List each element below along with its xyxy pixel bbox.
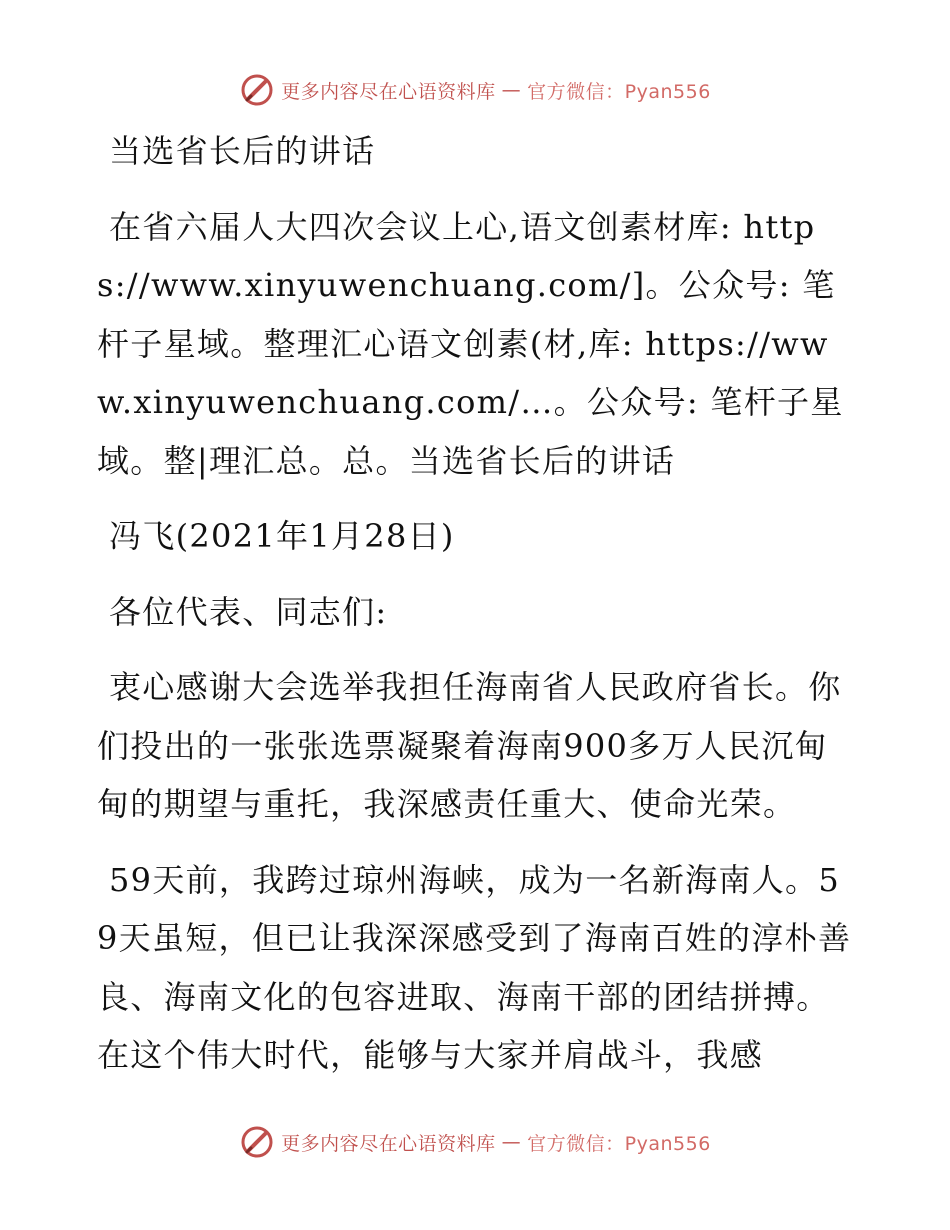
- salutation: 各位代表、同志们:: [109, 592, 388, 631]
- body-paragraph-1: 衷心感谢大会选举我担任海南省人民政府省长。你们投出的一张张选票凝聚着海南900多万人民沉甸甸的期望与重托，我深感责任重大、使命光荣。: [97, 668, 842, 823]
- pen-logo-icon: [239, 1124, 275, 1160]
- banner-separator: —: [501, 79, 522, 101]
- banner-contact-text: 官方微信：Pyan556: [527, 80, 711, 103]
- banner-main-text: 更多内容尽在心语资料库: [281, 80, 496, 103]
- document-title: 当选省长后的讲话: [109, 132, 376, 170]
- footer-separator: —: [501, 1131, 522, 1153]
- byline: 冯飞(2021年1月28日): [109, 517, 455, 555]
- pen-logo-icon: [239, 72, 275, 108]
- header-banner: [0, 72, 950, 108]
- footer-banner: [0, 1124, 950, 1160]
- footer-main-text: 更多内容尽在心语资料库: [281, 1132, 496, 1155]
- body-paragraph-2: 59天前，我跨过琼州海峡，成为一名新海南人。59天虽短，但已让我深深感受到了海南百姓的淳朴善良、海南文化的包容进取、海南干部的团结拼搏。在这个伟大时代，能够与大家并肩战斗，我感: [97, 860, 852, 1074]
- footer-contact-text: 官方微信：Pyan556: [527, 1132, 711, 1155]
- intro-paragraph: 在省六届人大四次会议上心,语文创素材库: https://www.xinyuwenchuang.com/]。公众号: 笔杆子星域。整理汇心语文创素(材,库: https://www.xinyuwenchuang.com/…。公众号: 笔杆子星域。整|理汇总。总。当选省长后的讲话: [97, 207, 844, 480]
- document-body: [97, 122, 857, 1085]
